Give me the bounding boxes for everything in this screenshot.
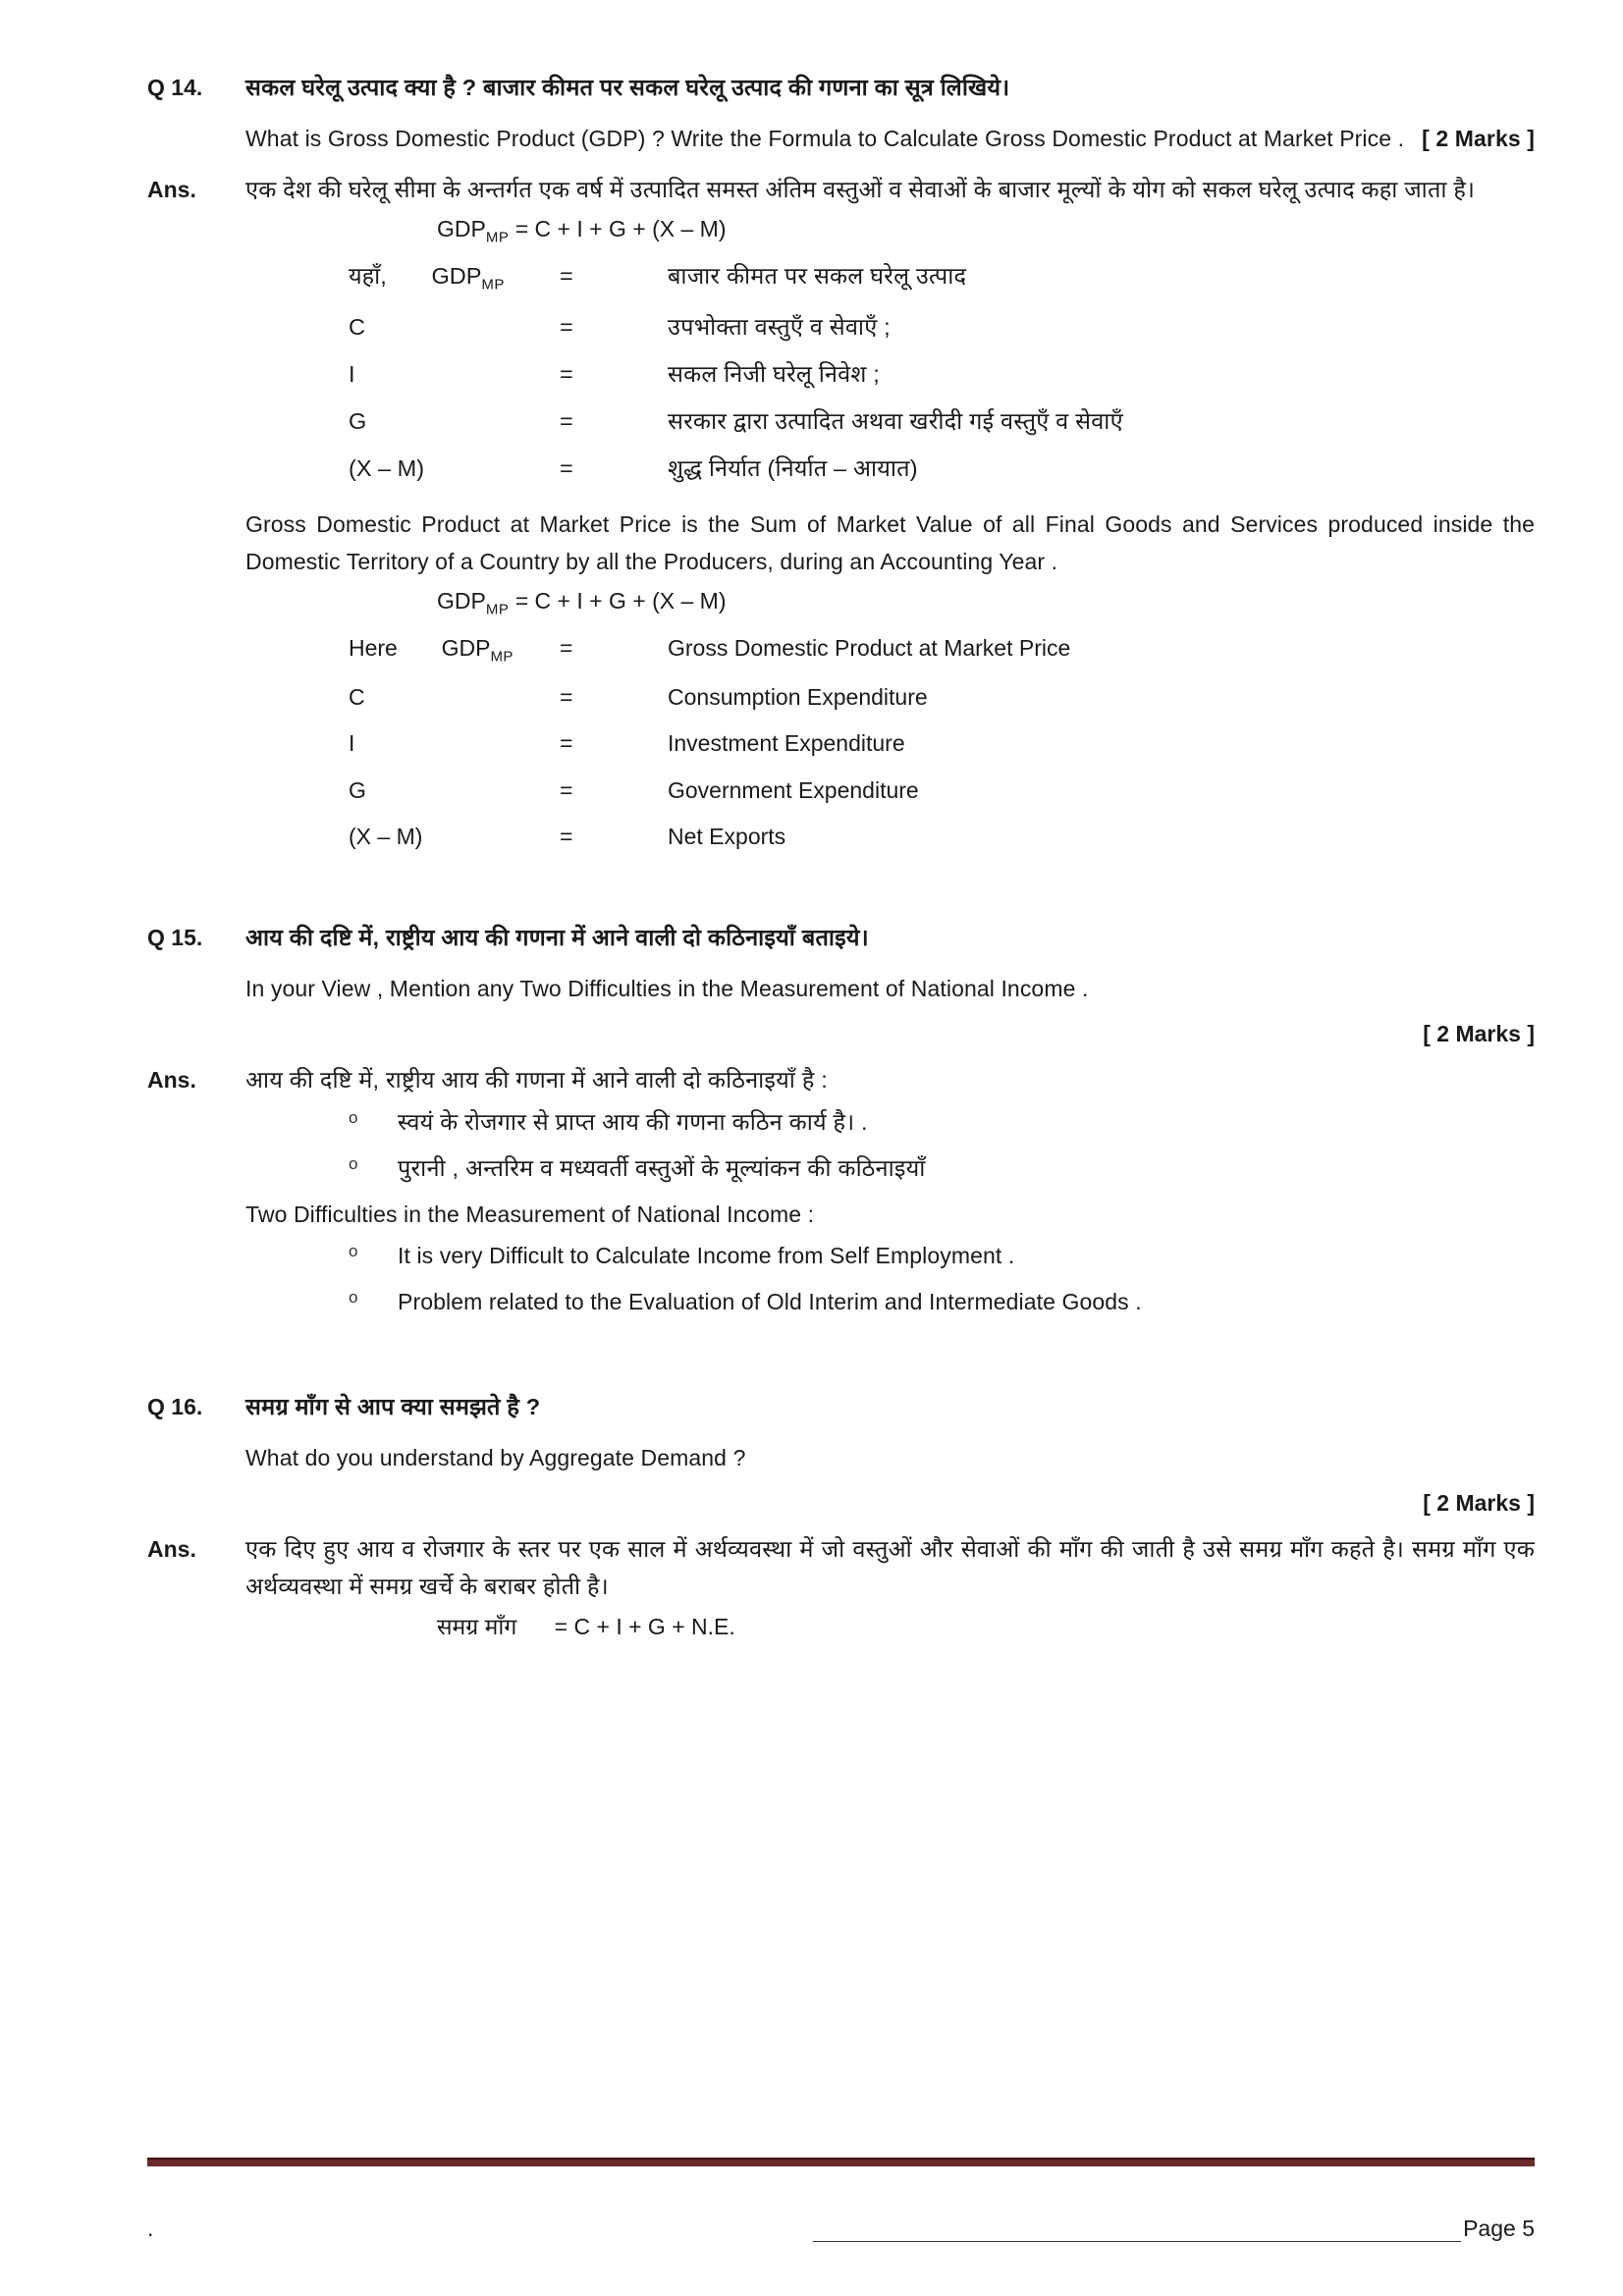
table-row bbox=[245, 303, 1535, 350]
list-item-label: स्वयं के रोजगार से प्राप्त आय की गणना कठिन कार्य है। . bbox=[398, 1108, 868, 1135]
term-gdp-english: GDP bbox=[441, 634, 491, 661]
term-equals: = bbox=[560, 823, 573, 849]
term-definition: शुद्ध निर्यात (निर्यात – आयात) bbox=[668, 455, 918, 482]
term-equals: = bbox=[560, 683, 573, 710]
formula-english-expr: = C + I + G + (X – M) bbox=[509, 588, 727, 614]
formula-right-term: = C + I + G + N.E. bbox=[554, 1613, 735, 1639]
term-symbol: (X – M) bbox=[349, 823, 423, 849]
list-item bbox=[349, 1283, 1535, 1320]
term-equals: = bbox=[560, 730, 573, 757]
term-equals: = bbox=[560, 455, 573, 482]
definition-table-english-14 bbox=[245, 625, 1535, 861]
list-item bbox=[349, 1103, 1535, 1141]
term-symbol: I bbox=[349, 360, 355, 387]
question-text-english-15: In your View , Mention any Two Difficulties in the Measurement of National Income . bbox=[245, 976, 1089, 1002]
footer-dot: . bbox=[147, 2216, 154, 2241]
table-row bbox=[245, 674, 1535, 721]
term-symbol: C bbox=[349, 683, 365, 710]
question-block-15 bbox=[147, 919, 1535, 1329]
table-row bbox=[245, 625, 1535, 674]
term-symbol: G bbox=[349, 407, 367, 434]
marks-badge-16: [ 2 Marks ] bbox=[1423, 1490, 1535, 1517]
term-definition: बाजार कीमत पर सकल घरेलू उत्पाद bbox=[668, 263, 967, 290]
answer-label-15: Ans. bbox=[147, 1067, 196, 1094]
table-row bbox=[245, 252, 1535, 302]
list-item bbox=[349, 1237, 1535, 1274]
question-block-14 bbox=[147, 69, 1535, 860]
answer-hindi-intro-16: एक दिए हुए आय व रोजगार के स्तर पर एक साल में अर्थव्यवस्था में जो वस्तुओं और सेवाओं की माँग की जाती है उसे समग्र माँग कहते है। समग्र माँग एक अर्थव्यवस्था में समग्र खर्चे के बराबर होती है। bbox=[245, 1536, 1535, 1600]
question-text-hindi-15: आय की दष्टि में, राष्ट्रीय आय की गणना में आने वाली दो कठिनाइयाँ बताइये। bbox=[245, 925, 869, 951]
term-symbol: G bbox=[349, 776, 366, 803]
answer-hindi-intro-15: आय की दष्टि में, राष्ट्रीय आय की गणना में आने वाली दो कठिनाइयाँ है : bbox=[245, 1067, 828, 1094]
answer-hindi-intro-14: एक देश की घरेलू सीमा के अन्तर्गत एक वर्ष में उत्पादित समस्त अंतिम वस्तुओं व सेवाओं के बाजार मूल्यों के योग को सकल घरेलू उत्पाद कहा जाता है। bbox=[245, 177, 1476, 203]
question-block-16 bbox=[147, 1388, 1535, 1648]
table-row bbox=[245, 768, 1535, 814]
question-text-hindi-14: सकल घरेलू उत्पाद क्या है ? बाजार कीमत पर सकल घरेलू उत्पाद की गणना का सूत्र लिखिये। bbox=[245, 75, 1010, 100]
term-equals: = bbox=[560, 263, 573, 290]
term-definition: Government Expenditure bbox=[668, 776, 919, 803]
term-gdp-sub-english: MP bbox=[490, 648, 514, 666]
footer-rule-line bbox=[813, 2225, 1461, 2242]
term-definition: Net Exports bbox=[668, 823, 786, 849]
page-number: Page 5 bbox=[1463, 2216, 1535, 2241]
bullet-circle-icon: o bbox=[349, 1107, 358, 1127]
question-text-english-16: What do you understand by Aggregate Demand ? bbox=[245, 1445, 746, 1471]
term-definition: सरकार द्वारा उत्पादित अथवा खरीदी गई वस्तुएँ व सेवाएँ bbox=[668, 407, 1123, 434]
term-gdp-hindi: GDP bbox=[431, 263, 482, 290]
answer-english-intro-14: Gross Domestic Product at Market Price is the Sum of Market Value of all Final Goods and Services produced inside the Domestic Territory of a Country by all the Producers, during an Accounting Year . bbox=[245, 511, 1535, 575]
formula-english-sub: MP bbox=[485, 602, 510, 619]
term-here-hindi: यहाँ, bbox=[349, 263, 387, 290]
table-row bbox=[245, 445, 1535, 492]
table-row bbox=[245, 350, 1535, 398]
term-equals: = bbox=[560, 313, 573, 340]
table-row bbox=[245, 814, 1535, 860]
list-item-label: Problem related to the Evaluation of Old Interim and Intermediate Goods . bbox=[398, 1289, 1142, 1314]
table-row bbox=[245, 398, 1535, 445]
table-row bbox=[245, 721, 1535, 767]
term-symbol: (X – M) bbox=[349, 455, 425, 482]
term-definition: सकल निजी घरेलू निवेश ; bbox=[668, 360, 880, 387]
term-equals: = bbox=[560, 776, 573, 803]
definition-table-hindi-14 bbox=[245, 252, 1535, 492]
footer-divider bbox=[147, 2158, 1535, 2166]
question-number-15: Q 15. bbox=[147, 925, 203, 951]
bullet-circle-icon: o bbox=[349, 1153, 358, 1173]
answer-hindi-points-15 bbox=[245, 1103, 1535, 1187]
page-footer bbox=[147, 2216, 1535, 2242]
formula-english-14 bbox=[245, 580, 1535, 624]
answer-english-points-15 bbox=[245, 1237, 1535, 1320]
question-number-14: Q 14. bbox=[147, 75, 203, 100]
page-number-area bbox=[813, 2216, 1535, 2242]
marks-badge-14: [ 2 Marks ] bbox=[1422, 126, 1535, 152]
list-item-label: पुरानी , अन्तरिम व मध्यवर्ती वस्तुओं के मूल्यांकन की कठिनाइयाँ bbox=[398, 1154, 926, 1181]
list-item-label: It is very Difficult to Calculate Income from Self Employment . bbox=[398, 1242, 1015, 1268]
formula-hindi-gdp: GDP bbox=[437, 216, 486, 242]
term-definition: Gross Domestic Product at Market Price bbox=[668, 634, 1071, 661]
term-symbol: C bbox=[349, 313, 365, 340]
bullet-circle-icon: o bbox=[349, 1241, 358, 1260]
formula-left-term: समग्र माँग bbox=[437, 1613, 517, 1639]
term-symbol: I bbox=[349, 730, 355, 757]
term-equals: = bbox=[560, 407, 573, 434]
bullet-circle-icon: o bbox=[349, 1288, 358, 1307]
answer-english-intro-15: Two Difficulties in the Measurement of National Income : bbox=[245, 1201, 815, 1227]
formula-english-gdp: GDP bbox=[437, 588, 486, 614]
term-here-english: Here bbox=[349, 634, 398, 661]
term-definition: Investment Expenditure bbox=[668, 730, 905, 757]
formula-hindi-expr: = C + I + G + (X – M) bbox=[509, 216, 727, 242]
list-item bbox=[349, 1149, 1535, 1187]
formula-hindi-sub: MP bbox=[485, 229, 510, 246]
question-english-14-text: What is Gross Domestic Product (GDP) ? Write the Formula to Calculate Gross Domestic Product at Market Price . bbox=[245, 126, 1405, 152]
term-equals: = bbox=[560, 634, 573, 661]
question-text-hindi-16: समग्र माँग से आप क्या समझते है ? bbox=[245, 1394, 541, 1420]
formula-hindi-14 bbox=[245, 208, 1535, 252]
term-gdp-sub-hindi: MP bbox=[481, 277, 505, 294]
question-number-16: Q 16. bbox=[147, 1394, 203, 1420]
term-definition: उपभोक्ता वस्तुएँ व सेवाएँ ; bbox=[668, 313, 891, 340]
answer-label-14: Ans. bbox=[147, 177, 196, 203]
answer-label-16: Ans. bbox=[147, 1536, 196, 1563]
formula-aggregate-demand-16 bbox=[245, 1606, 1535, 1649]
term-equals: = bbox=[560, 360, 573, 387]
question-text-english-14 bbox=[245, 120, 1535, 157]
marks-badge-15: [ 2 Marks ] bbox=[1423, 1021, 1535, 1047]
term-definition: Consumption Expenditure bbox=[668, 683, 928, 710]
